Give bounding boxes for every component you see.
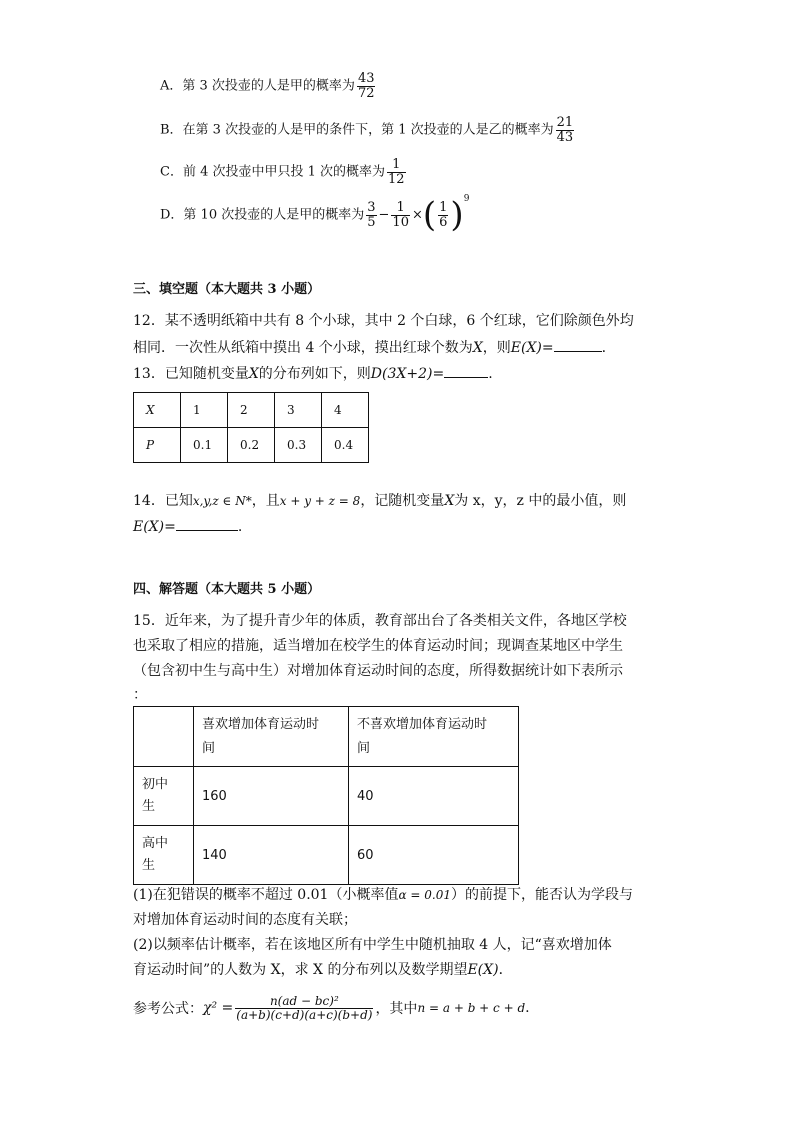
formula-end: . bbox=[525, 1000, 530, 1017]
option-c-fraction bbox=[387, 158, 406, 186]
header-text: 间 bbox=[357, 740, 371, 756]
table-cell: 0.3 bbox=[275, 428, 322, 463]
table-cell: 1 bbox=[181, 393, 228, 428]
answer-blank[interactable] bbox=[444, 365, 488, 378]
times-sign: × bbox=[411, 207, 423, 223]
table-cell: 40 bbox=[349, 767, 519, 826]
option-c-label: C．前 4 次投壶中甲只投 1 次的概率为 bbox=[160, 164, 386, 180]
variance-expr: D(3X+2)= bbox=[370, 366, 445, 382]
survey-table bbox=[133, 706, 519, 885]
table-cell bbox=[134, 707, 194, 767]
q12-mid: ，则 bbox=[482, 340, 511, 356]
expectation-expr: E(X) bbox=[467, 962, 499, 978]
q14-text: 14．已知 bbox=[133, 493, 193, 509]
option-a-fraction bbox=[357, 72, 376, 100]
distribution-table bbox=[133, 392, 369, 463]
table-cell: 4 bbox=[322, 393, 369, 428]
q12-end: . bbox=[601, 340, 607, 356]
q12-line-1: 12．某不透明纸箱中共有 8 个小球，其中 2 个白球，6 个红球，它们除颜色外均 bbox=[133, 313, 634, 329]
q14-mid: 为 x，y，z 中的最小值，则 bbox=[454, 493, 627, 509]
q14-line-1 bbox=[133, 490, 626, 510]
q12-text: 相同．一次性从纸箱中摸出 4 个小球，摸出红球个数为 bbox=[133, 340, 473, 356]
fraction-denominator: 10 bbox=[392, 214, 409, 230]
row-label: 生 bbox=[142, 799, 156, 814]
reference-formula bbox=[133, 995, 530, 1021]
expectation-expr: E(X)= bbox=[133, 519, 176, 535]
table-cell bbox=[349, 707, 519, 767]
q13-mid: 的分布列如下，则 bbox=[258, 366, 371, 382]
left-paren: ( bbox=[422, 195, 437, 235]
fraction-numerator: 21 bbox=[556, 115, 574, 130]
table-cell bbox=[134, 767, 194, 826]
option-b bbox=[160, 116, 576, 144]
q13-end: . bbox=[488, 366, 493, 382]
q15-line-1: 15．近年来，为了提升青少年的体质，教育部出台了各类相关文件，各地区学校 bbox=[133, 613, 627, 629]
table-cell: 160 bbox=[194, 767, 349, 826]
cell-text: P bbox=[146, 438, 155, 452]
fraction-numerator: 1 bbox=[387, 158, 406, 173]
option-b-label: B．在第 3 次投壶的人是甲的条件下，第 1 次投壶的人是乙的概率为 bbox=[160, 122, 554, 138]
answer-blank[interactable] bbox=[554, 339, 602, 352]
alpha-expr: α = 0.01 bbox=[398, 888, 451, 902]
table-row bbox=[134, 428, 369, 463]
option-a bbox=[160, 72, 377, 100]
q12-line-2 bbox=[133, 337, 606, 357]
fraction-numerator: 3 bbox=[367, 199, 376, 215]
q15-line-3: （包含初中生与高中生）对增加体育运动时间的态度，所得数据统计如下表所示 bbox=[133, 663, 623, 679]
option-d-fraction-1 bbox=[366, 201, 376, 229]
table-cell bbox=[134, 393, 181, 428]
part-2-end: ． bbox=[498, 962, 513, 978]
variable-x: X bbox=[444, 493, 455, 509]
section-3-title: 三、填空题（本大题共 3 小题） bbox=[133, 282, 321, 297]
part-1-text: (1)在犯错误的概率不超过 0.01（小概率值 bbox=[133, 887, 399, 903]
variable-x: X bbox=[472, 340, 483, 356]
table-row bbox=[134, 826, 519, 885]
variable-x: X bbox=[248, 366, 259, 382]
table-row bbox=[134, 767, 519, 826]
option-c bbox=[160, 158, 408, 186]
set-expr: x,y,z ∈ N* bbox=[192, 494, 252, 508]
fraction-denominator: 5 bbox=[367, 214, 376, 230]
q13-line bbox=[133, 363, 493, 383]
option-d-label: D．第 10 次投壶的人是甲的概率为 bbox=[160, 207, 365, 223]
option-d bbox=[160, 194, 470, 235]
table-cell: 0.4 bbox=[322, 428, 369, 463]
table-cell: 60 bbox=[349, 826, 519, 885]
part-1-text: ）的前提下，能否认为学段与 bbox=[450, 887, 633, 903]
part-2-text: 育运动时间”的人数为 X，求 X 的分布列以及数学期望 bbox=[133, 962, 468, 978]
section-4-title: 四、解答题（本大题共 5 小题） bbox=[133, 582, 321, 597]
table-row bbox=[134, 393, 369, 428]
q14-end: . bbox=[237, 519, 243, 535]
q13-text: 13．已知随机变量 bbox=[133, 366, 249, 382]
fraction-denominator: 43 bbox=[556, 129, 574, 145]
q14-mid: ，记随机变量 bbox=[360, 493, 445, 509]
table-cell: 140 bbox=[194, 826, 349, 885]
table-cell bbox=[194, 707, 349, 767]
table-cell: 2 bbox=[228, 393, 275, 428]
fraction-numerator: 1 bbox=[439, 199, 448, 215]
header-text: 间 bbox=[202, 740, 216, 756]
q15-part-1-line-2: 对增加体育运动时间的态度有关联； bbox=[133, 912, 357, 928]
header-text: 喜欢增加体育运动时 bbox=[202, 716, 320, 732]
minus-sign: − bbox=[378, 207, 390, 223]
right-paren: ) bbox=[450, 195, 464, 235]
fraction-denominator: 6 bbox=[439, 214, 448, 230]
formula-label: 参考公式： bbox=[133, 1001, 203, 1018]
fraction-numerator: 1 bbox=[391, 201, 410, 216]
q15-part-1-line-1 bbox=[133, 884, 633, 904]
table-cell bbox=[134, 428, 181, 463]
answer-blank[interactable] bbox=[176, 518, 238, 531]
q14-line-2 bbox=[133, 518, 242, 535]
expectation-expr: E(X)= bbox=[510, 340, 554, 356]
option-b-fraction bbox=[556, 116, 575, 144]
option-d-fraction-3 bbox=[438, 201, 448, 229]
q15-line-2: 也采取了相应的措施，适当增加在校学生的体育运动时间；现调查某地区中学生 bbox=[133, 638, 623, 654]
chi-square-fraction bbox=[235, 995, 373, 1021]
fraction-denominator: (a+b)(c+d)(a+c)(b+d) bbox=[236, 1007, 373, 1022]
fraction-denominator: 72 bbox=[357, 85, 375, 101]
option-a-label: A．第 3 次投壶的人是甲的概率为 bbox=[160, 78, 355, 94]
n-definition: n = a + b + c + d bbox=[417, 1001, 526, 1016]
q15-part-2-line-1: (2)以频率估计概率，若在该地区所有中学生中随机抽取 4 人，记“喜欢增加体 bbox=[133, 937, 612, 953]
fraction-denominator: 12 bbox=[388, 171, 405, 187]
q15-part-2-line-2 bbox=[133, 959, 513, 979]
option-d-fraction-2 bbox=[391, 201, 410, 229]
q14-mid: ，且 bbox=[251, 493, 280, 509]
fraction-numerator: 43 bbox=[357, 71, 375, 86]
table-cell: 0.2 bbox=[228, 428, 275, 463]
chi-square-symbol: χ² = bbox=[203, 1000, 234, 1017]
exponent: 9 bbox=[463, 194, 470, 204]
table-cell bbox=[134, 826, 194, 885]
row-label: 初中 bbox=[142, 777, 169, 792]
fraction-numerator: n(ad − bc)² bbox=[235, 995, 373, 1009]
formula-mid: ，其中 bbox=[375, 1001, 418, 1018]
row-label: 高中 bbox=[142, 836, 169, 851]
row-label: 生 bbox=[142, 858, 156, 873]
sum-equation: x + y + z = 8 bbox=[279, 494, 361, 508]
table-cell: 3 bbox=[275, 393, 322, 428]
q15-line-4: ： bbox=[133, 687, 147, 703]
table-cell: 0.1 bbox=[181, 428, 228, 463]
header-text: 不喜欢增加体育运动时 bbox=[357, 716, 488, 732]
table-row bbox=[134, 707, 519, 767]
cell-text: X bbox=[146, 403, 155, 417]
